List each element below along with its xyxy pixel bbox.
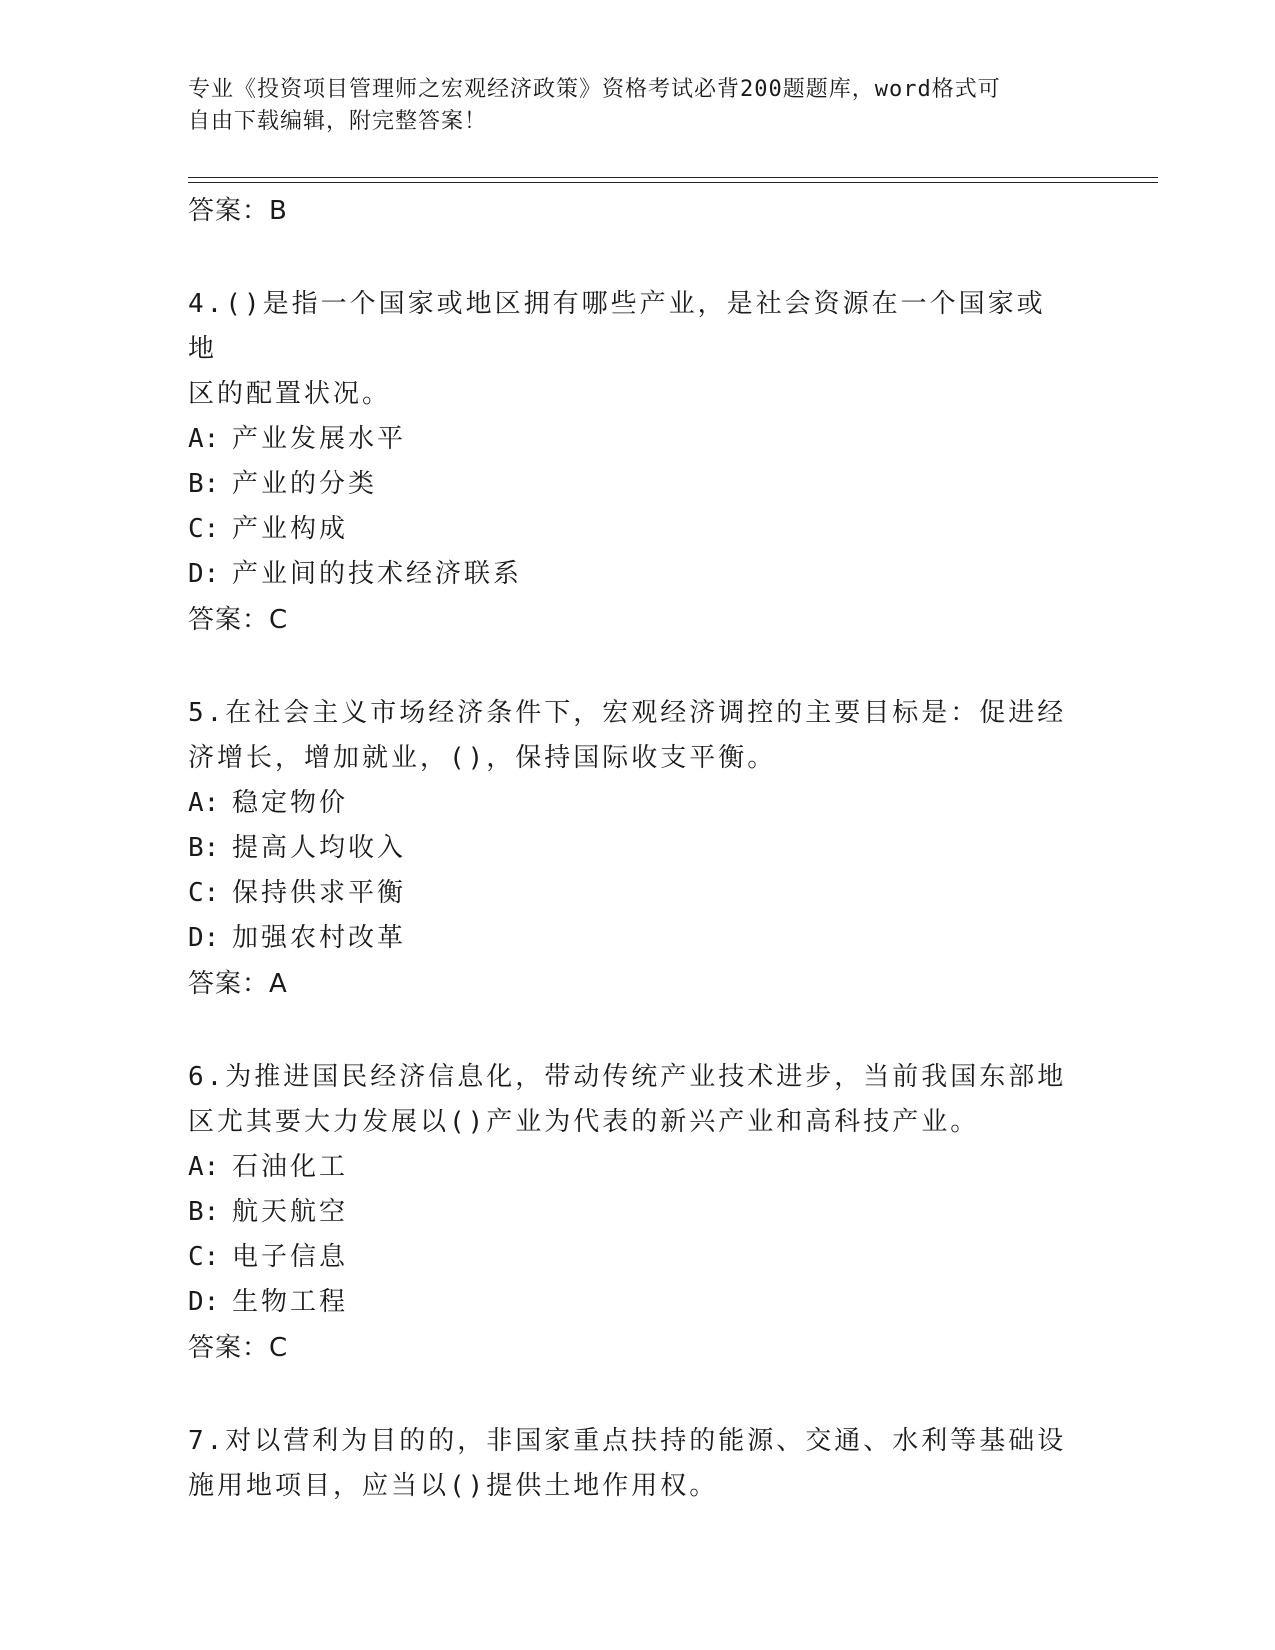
option-item [188, 1235, 1068, 1280]
option-item [188, 552, 1068, 597]
option-item [188, 916, 1068, 961]
header-divider-top [188, 177, 1158, 178]
option-letter: C: [188, 1242, 220, 1272]
header-line-2: 自由下载编辑，附完整答案！ [188, 109, 488, 134]
option-letter: B: [188, 1197, 220, 1227]
question-stem-line: 5.在社会主义市场经济条件下，宏观经济调控的主要目标是：促进经 [188, 698, 1067, 728]
option-text: 加强农村改革 [232, 923, 407, 953]
option-item [188, 507, 1068, 552]
option-item [188, 1145, 1068, 1190]
option-text: 生物工程 [232, 1287, 349, 1317]
option-letter: A: [188, 424, 220, 454]
option-text: 石油化工 [232, 1152, 349, 1182]
question-stem [188, 1055, 1068, 1145]
option-text: 提高人均收入 [232, 833, 407, 863]
option-text: 电子信息 [232, 1242, 349, 1272]
option-text: 产业构成 [232, 514, 349, 544]
question-stem [188, 1419, 1068, 1509]
header-divider-bottom [188, 182, 1158, 183]
question-stem-line: 7.对以营利为目的的，非国家重点扶持的能源、交通、水利等基础设 [188, 1426, 1067, 1456]
option-item [188, 826, 1068, 871]
question-stem-line: 施用地项目，应当以()提供土地作用权。 [188, 1471, 719, 1501]
option-letter: B: [188, 833, 220, 863]
answer-line: 答案：C [188, 1333, 289, 1363]
header-line-1: 专业《投资项目管理师之宏观经济政策》资格考试必背200题题库，word格式可 [188, 77, 1001, 102]
option-text: 产业的分类 [232, 469, 378, 499]
question-block [188, 1055, 1068, 1371]
answer-line: 答案：A [188, 969, 288, 999]
question-stem-line: 济增长，增加就业，()，保持国际收支平衡。 [188, 743, 777, 773]
option-letter: D: [188, 1287, 220, 1317]
option-letter: D: [188, 559, 220, 589]
question-block [188, 1419, 1068, 1509]
document-header [188, 74, 1068, 138]
option-text: 产业间的技术经济联系 [232, 559, 523, 589]
question-stem [188, 691, 1068, 781]
option-item [188, 871, 1068, 916]
question-stem-line: 6.为推进国民经济信息化，带动传统产业技术进步，当前我国东部地 [188, 1062, 1067, 1092]
question-block [188, 691, 1068, 1007]
option-letter: D: [188, 923, 220, 953]
option-text: 保持供求平衡 [232, 878, 407, 908]
option-item [188, 462, 1068, 507]
document-body [188, 188, 1068, 1509]
question-stem-line: 区的配置状况。 [188, 379, 392, 409]
option-item [188, 417, 1068, 462]
question-block [188, 282, 1068, 643]
option-item [188, 1190, 1068, 1235]
option-item [188, 781, 1068, 826]
option-text: 航天航空 [232, 1197, 349, 1227]
option-item [188, 1280, 1068, 1325]
option-letter: C: [188, 514, 220, 544]
option-text: 稳定物价 [232, 788, 349, 818]
option-text: 产业发展水平 [232, 424, 407, 454]
question-stem [188, 282, 1068, 417]
question-stem-line: 区尤其要大力发展以()产业为代表的新兴产业和高科技产业。 [188, 1107, 980, 1137]
option-letter: C: [188, 878, 220, 908]
answer-line: 答案：B [188, 196, 288, 226]
option-letter: A: [188, 1152, 220, 1182]
option-letter: A: [188, 788, 220, 818]
question-stem-line: 4.()是指一个国家或地区拥有哪些产业，是社会资源在一个国家或地 [188, 289, 1046, 364]
option-letter: B: [188, 469, 220, 499]
answer-line: 答案：C [188, 605, 289, 635]
